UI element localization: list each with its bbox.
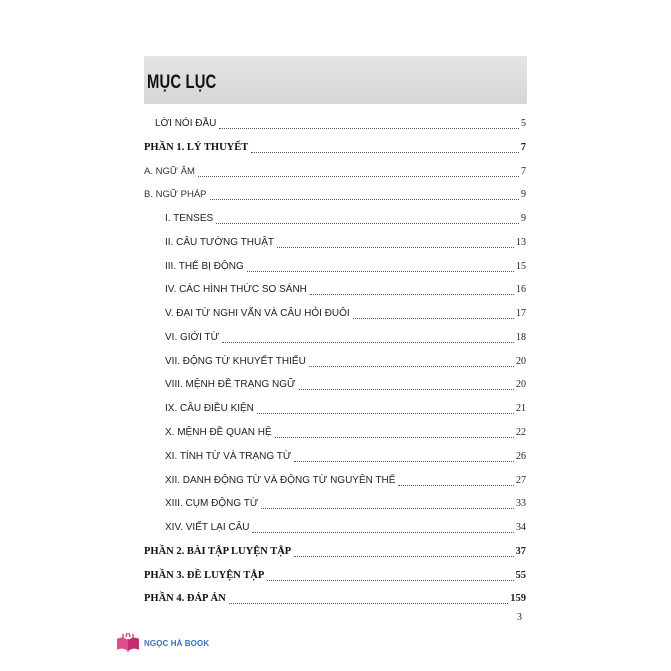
logo-text: NGỌC HÀ BOOK (144, 638, 210, 648)
dot-leader (210, 199, 520, 200)
toc-entry-label: VII. ĐỘNG TỪ KHUYẾT THIẾU (165, 355, 306, 367)
dot-leader (277, 247, 514, 248)
toc-entry (165, 261, 526, 277)
toc-entry-label: X. MỆNH ĐỀ QUAN HỆ (165, 427, 272, 438)
toc-entry-label: PHẦN 2. BÀI TẬP LUYỆN TẬP (144, 545, 292, 557)
toc-entry-page: 27 (516, 474, 526, 486)
toc-entry-page: 37 (515, 545, 526, 557)
dot-leader (216, 223, 519, 224)
toc-entry-label: IV. CÁC HÌNH THỨC SO SÁNH (165, 284, 307, 296)
publisher-logo (115, 633, 209, 653)
dot-leader (247, 271, 514, 272)
page-number: 3 (517, 612, 522, 623)
toc-entry-page: 15 (516, 260, 526, 272)
toc-entry (165, 522, 526, 538)
toc-entry (165, 332, 526, 348)
toc-entry-page: 20 (516, 355, 526, 367)
dot-leader (267, 580, 513, 581)
dot-leader (275, 437, 514, 438)
dot-leader (310, 294, 514, 295)
dot-leader (219, 128, 519, 129)
toc-entry (165, 451, 526, 467)
toc-entry-page: 13 (516, 236, 526, 248)
toc-entry (165, 475, 526, 491)
toc-entry-label: III. THỂ BỊ ĐỘNG (165, 260, 244, 272)
dot-leader (251, 152, 519, 153)
toc-entry (165, 379, 526, 395)
dot-leader (353, 318, 514, 319)
toc-entry-label: XIV. VIẾT LẠI CÂU (165, 522, 250, 534)
toc-entry (155, 118, 526, 134)
toc-entry-label: I. TENSES (165, 213, 214, 225)
toc-entry-page: 21 (516, 403, 526, 415)
toc-entry-label: VI. GIỚI TỪ (165, 331, 220, 343)
toc-entry (144, 166, 526, 182)
toc-entry-page: 9 (521, 189, 526, 201)
toc-entry (144, 570, 526, 586)
toc-entry (165, 498, 526, 514)
toc-entry-label: II. CÂU TƯỜNG THUẬT (165, 236, 274, 248)
toc-entry-page: 26 (516, 450, 526, 462)
toc-entry-page: 9 (521, 213, 526, 225)
toc-entry-page: 5 (521, 118, 526, 129)
dot-leader (222, 342, 514, 343)
toc-entry-label: A. NGỮ ÂM (144, 165, 195, 177)
toc-entry-label: PHẦN 4. ĐÁP ÁN (144, 593, 226, 605)
toc-entry-label: PHẦN 3. ĐỀ LUYỆN TẬP (144, 569, 265, 581)
toc-entry-label: VIII. MỆNH ĐỀ TRẠNG NGỮ (165, 379, 296, 391)
toc-entry-page: 34 (516, 522, 526, 534)
toc-entry-page: 159 (510, 593, 526, 605)
toc-entry-label: PHẦN 1. LÝ THUYẾT (144, 141, 249, 153)
toc-entry-page: 7 (520, 141, 526, 153)
toc-entry (165, 237, 526, 253)
dot-leader (398, 485, 514, 486)
dot-leader (229, 603, 509, 604)
toc-entry-label: XIII. CỤM ĐỘNG TỪ (165, 498, 259, 510)
dot-leader (294, 461, 514, 462)
toc-entry-label: XII. DANH ĐỘNG TỪ VÀ ĐỘNG TỪ NGUYÊN THỂ (165, 474, 396, 486)
toc-entry-label: LỜI NÓI ĐẦU (155, 118, 217, 129)
toc-entry (165, 213, 526, 229)
toc-entry-page: 16 (516, 284, 526, 296)
toc-entry-label: XI. TÍNH TỪ VÀ TRẠNG TỪ (165, 450, 292, 462)
toc-entry (144, 593, 526, 609)
dot-leader (257, 413, 514, 414)
dot-leader (309, 366, 514, 367)
toc-entry-page: 17 (516, 308, 526, 320)
dot-leader (261, 508, 514, 509)
toc-entry-page: 18 (516, 331, 526, 343)
toc-entry-page: 20 (516, 379, 526, 391)
toc-entry (165, 403, 526, 419)
dot-leader (299, 389, 514, 390)
toc-entry-page: 7 (521, 165, 526, 177)
toc-entry-label: B. NGỮ PHÁP (144, 189, 207, 201)
toc-entry-page: 22 (516, 427, 526, 438)
toc-entry-page: 33 (516, 498, 526, 510)
toc-entry (165, 284, 526, 300)
toc-entry (165, 427, 526, 443)
dot-leader (198, 176, 519, 177)
toc-entry-label: IX. CÂU ĐIỀU KIỆN (165, 403, 254, 415)
book-icon (115, 633, 141, 653)
toc-entry (144, 189, 526, 205)
toc-entry-label: V. ĐẠI TỪ NGHI VẤN VÀ CÂU HỎI ĐUÔI (165, 308, 350, 320)
toc-entry (165, 356, 526, 372)
dot-leader (294, 556, 513, 557)
page-title: MỤC LỤC (147, 72, 217, 93)
dot-leader (252, 532, 514, 533)
toc-entry-page: 55 (515, 569, 526, 581)
toc-entry (144, 142, 526, 158)
toc-entry (165, 308, 526, 324)
toc-entry (144, 546, 526, 562)
